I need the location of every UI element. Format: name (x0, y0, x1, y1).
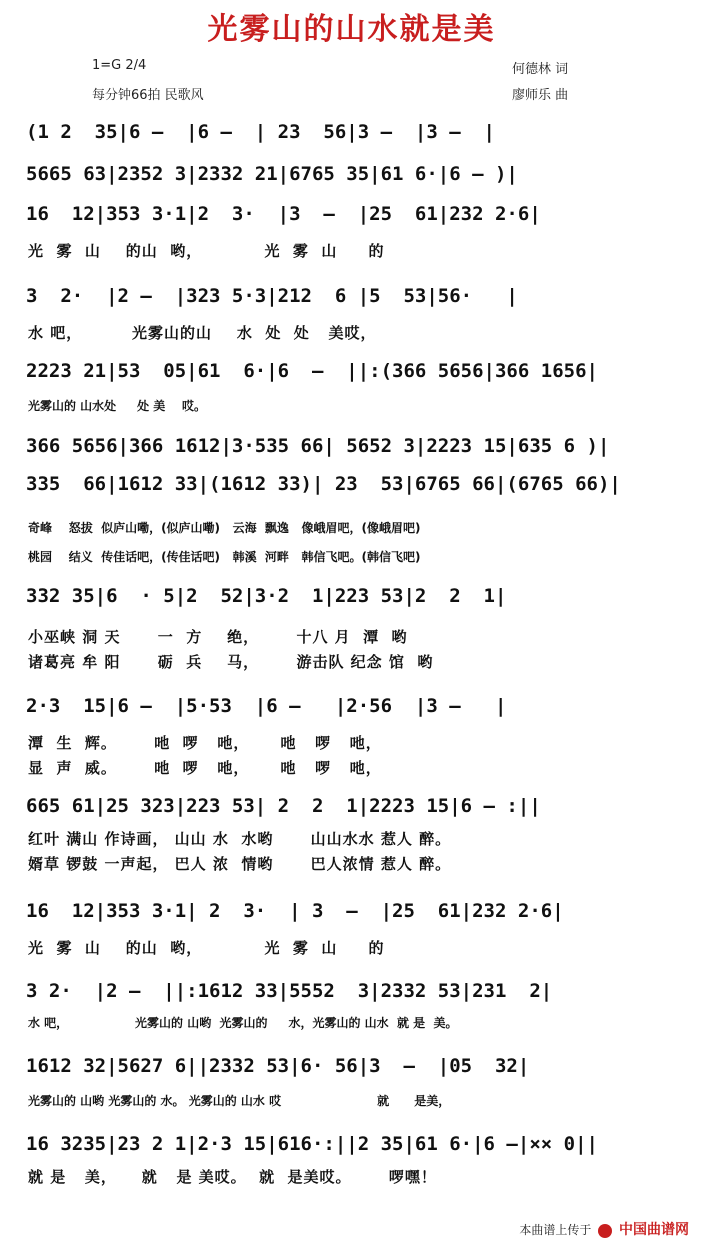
lyrics-line: 桃园 结义 传佳话吧，(传佳话吧) 韩溪 河畔 韩信飞吧。(韩信飞吧) (28, 550, 421, 564)
notation-line: 335 66|1612 33|(1612 33)| 23 53|6765 66|(6765 66)| (26, 473, 621, 495)
lyrics-line: 光雾山的 山水处 处 美 哎。 (28, 399, 206, 413)
upload-footer (519, 1219, 689, 1239)
notation-line: 5665 63|2352 3|2332 21|6765 35|61 6·|6 — )| (26, 163, 518, 185)
notation-line: (1 2 35|6 — |6 — | 23 56|3 — |3 — | (26, 121, 495, 143)
notation-line: 1612 32|5627 6||2332 53|6· 56|3 — |05 32| (26, 1055, 530, 1077)
lyrics-line: 小巫峡 洞 天 一 方 绝， 十八 月 潭 哟 (28, 628, 408, 646)
composer-credit: 廖师乐 曲 (512, 88, 569, 103)
lyrics-line: 潭 生 辉。 吔 啰 吔， 吔 啰 吔， (28, 734, 382, 752)
tempo-marking: 每分钟66拍 民歌风 (92, 88, 204, 103)
lyrics-line: 就 是 美， 就 是 美哎。 就 是美哎。 啰嘿！ (28, 1168, 437, 1186)
lyrics-line: 水 吧， 光雾山的山 水 处 处 美哎， (28, 324, 377, 342)
lyrics-line: 红叶 满山 作诗画， 山山 水 水哟 山山水水 惹人 醉。 (28, 830, 452, 848)
lyricist-credit: 何德林 词 (512, 62, 569, 77)
lyrics-line: 诸葛亮 牟 阳 砺 兵 马， 游击队 纪念 馆 哟 (28, 653, 434, 671)
notation-line: 3 2· |2 — |323 5·3|212 6 |5 53|56· | (26, 285, 518, 307)
song-title: 光雾山的山水就是美 (207, 12, 496, 47)
notation-line: 2·3 15|6 — |5·53 |6 — |2·56 |3 — | (26, 695, 507, 717)
lyrics-line: 奇峰 怒拔 似庐山嘞，(似庐山嘞) 云海 飘逸 像峨眉吧，(像峨眉吧) (28, 521, 421, 535)
notation-line: 332 35|6 · 5|2 52|3·2 1|223 53|2 2 1| (26, 585, 507, 607)
lyrics-line: 光 雾 山 的山 哟， 光 雾 山 的 (28, 242, 385, 260)
notation-line: 3 2· |2 — ||:1612 33|5552 3|2332 53|231 2| (26, 980, 553, 1002)
notation-line: 16 12|353 3·1|2 3· |3 — |25 61|232 2·6| (26, 203, 541, 225)
lyrics-line: 婿草 锣鼓 一声起， 巴人 浓 情哟 巴人浓情 惹人 醉。 (28, 855, 452, 873)
lyrics-line: 水 吧， 光雾山的 山哟 光雾山的 水，光雾山的 山水 就 是 美。 (28, 1016, 458, 1030)
site-name: 中国曲谱网 (619, 1222, 689, 1238)
lyrics-line: 光 雾 山 的山 哟， 光 雾 山 的 (28, 939, 385, 957)
notation-line: 665 61|25 323|223 53| 2 2 1|2223 15|6 — :|| (26, 795, 541, 817)
key-signature: 1=G 2/4 (92, 58, 147, 73)
notation-line: 366 5656|366 1612|3·535 66| 5652 3|2223 15|635 6 )| (26, 435, 610, 457)
upload-label: 本曲谱上传于 (519, 1223, 592, 1237)
notation-line: 16 12|353 3·1| 2 3· | 3 — |25 61|232 2·6| (26, 900, 564, 922)
notation-line: 16 3235|23 2 1|2·3 15|616·:||2 35|61 6·|6 —|×× 0|| (26, 1133, 598, 1155)
lyrics-line: 光雾山的 山哟 光雾山的 水。 光雾山的 山水 哎 就 是美， (28, 1094, 451, 1108)
lyrics-line: 显 声 威。 吔 啰 吔， 吔 啰 吔， (28, 759, 382, 777)
site-logo-icon (598, 1224, 612, 1238)
notation-line: 2223 21|53 05|61 6·|6 — ||:(366 5656|366 1656| (26, 360, 598, 382)
